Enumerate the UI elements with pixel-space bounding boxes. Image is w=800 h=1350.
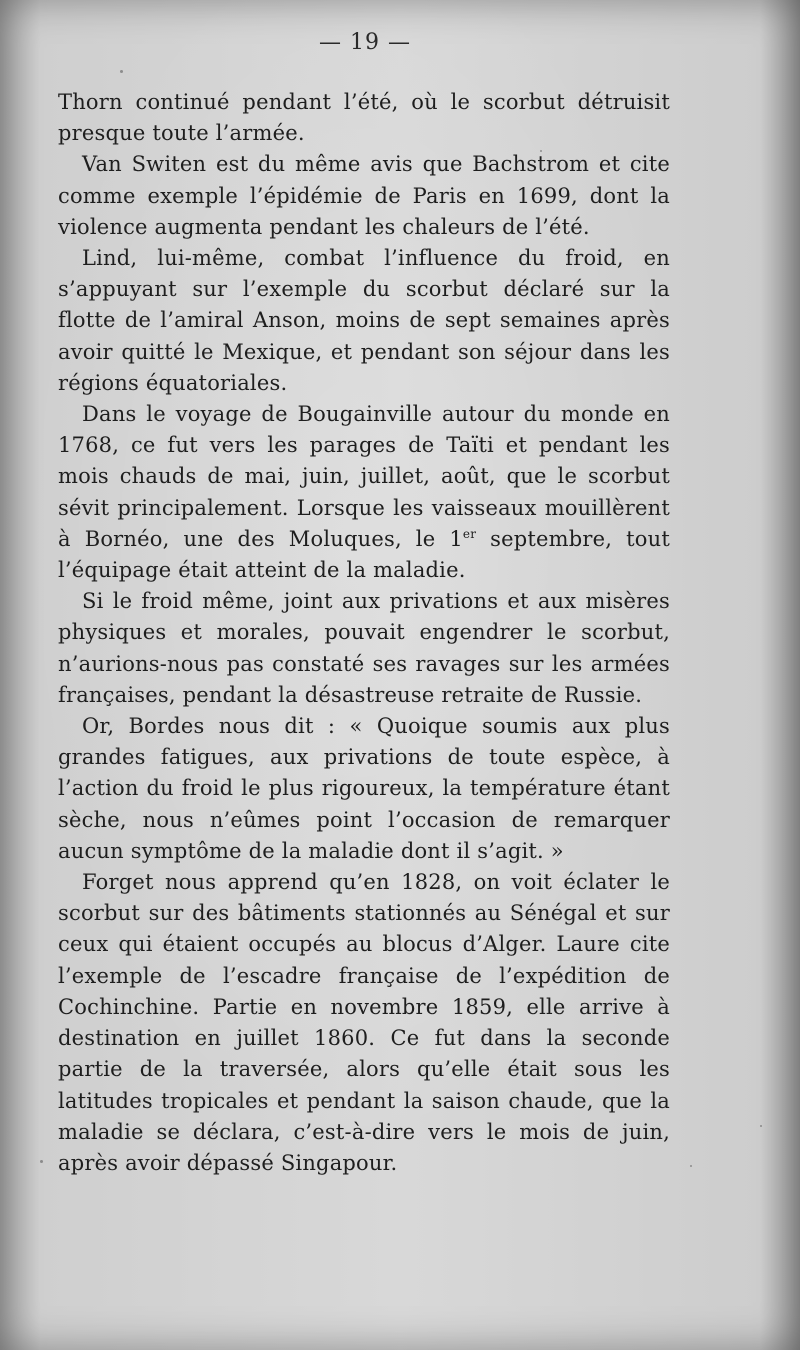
paper-speck <box>760 1125 762 1127</box>
paragraph-lind: Lind, lui-même, combat l’influence du froid, en s’appuyant sur l’exemple du scorbut déclaré sur la flotte de l’amiral Anson, moins de sept semaines après avoir quitté le Mexique, et pendant son séjour dans les régions équatoriales. <box>58 246 670 395</box>
paper-speck <box>40 1160 43 1163</box>
paragraph-bougainville-part-2: septembre, tout l’équipage était atteint de la maladie. <box>58 526 670 583</box>
paragraph-van-switen: Van Switen est du même avis que Bachstrom et cite comme exemple l’épidémie de Paris en 1699, dont la violence augmenta pendant les chaleurs de l’été. <box>58 152 670 239</box>
paragraph-bougainville <box>58 399 670 586</box>
body-text <box>58 87 670 1179</box>
paragraph-froid: Si le froid même, joint aux privations et aux misères physiques et morales, pouvait engendrer le scorbut, n’aurions-nous pas constaté ses ravages sur les armées françaises, pendant la désastreuse retraite de Russie. <box>58 589 670 707</box>
paragraph-thorn: Thorn continué pendant l’été, où le scorbut détruisit presque toute l’armée. <box>58 90 670 146</box>
paper-speck <box>690 1165 692 1167</box>
paragraph-forget: Forget nous apprend qu’en 1828, on voit éclater le scorbut sur des bâtiments stationnés au Sénégal et sur ceux qui étaient occupés au blocus d’Alger. Laure cite l’exemple de l’escadre française de l’expédition de Cochinchine. Partie en novembre 1859, elle arrive à destination en juillet 1860. Ce fut dans la seconde partie de la traversée, alors qu’elle était sous les latitudes tropicales et pendant la saison chaude, que la maladie se déclara, c’est-à-dire vers le mois de juin, après avoir dépassé Singapour. <box>58 870 670 1175</box>
paper-speck <box>540 150 542 152</box>
ordinal-superscript: er <box>462 526 477 541</box>
paper-speck <box>120 70 123 73</box>
paragraph-bordes: Or, Bordes nous dit : « Quoique soumis aux plus grandes fatigues, aux privations de toute espèce, à l’action du froid le plus rigoureux, la température étant sèche, nous n’eûmes point l’occasion de remarquer aucun symptôme de la maladie dont il s’agit. » <box>58 714 670 863</box>
paragraph-bougainville-part-1: Dans le voyage de Bougainville autour du monde en 1768, ce fut vers les parages de Taïti et pendant les mois chauds de mai, juin, juillet, août, que le scorbut sévit principalement. Lorsque les vaisseaux mouillèrent à Bornéo, une des Moluques, le 1 <box>58 402 670 551</box>
page-number: — 19 — <box>319 30 411 55</box>
